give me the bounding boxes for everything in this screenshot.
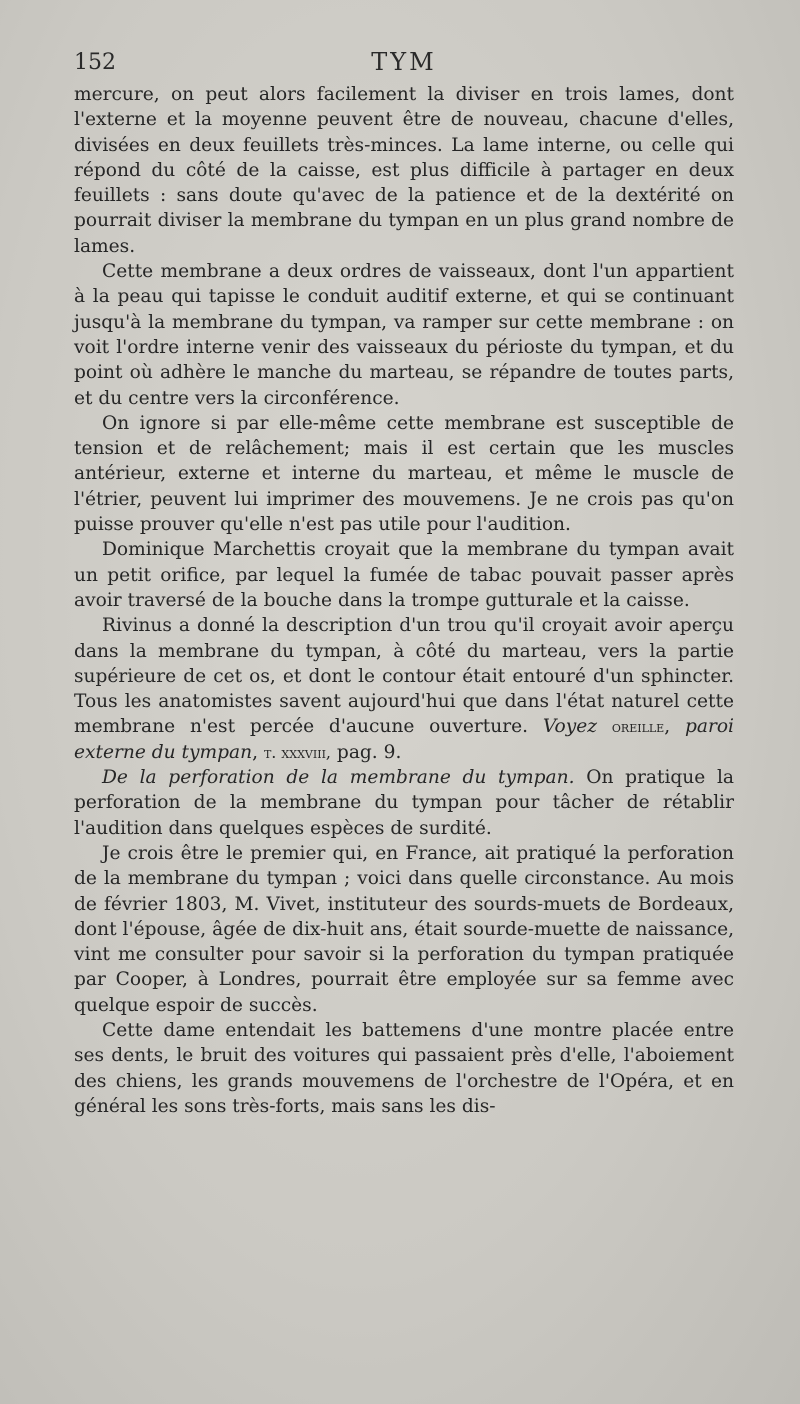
cross-reference-page: pag. 9. [336,741,402,763]
cross-reference-word: oreille [611,717,665,737]
cross-reference-volume: t. xxxviii, [263,742,331,762]
cross-reference-voyez: Voyez [542,716,598,738]
paragraph-5: Rivinus a donné la description d'un trou qu'il croyait avoir aperçu dans la membrane du tympan, à côté du marteau, vers la partie supérieure de cet os, et dont le contour était entouré d'un sphincter. Tous les anatomistes savent aujourd'hui que dans l'état naturel cette membrane n'est percée d'aucune ouverture. Voyez oreille, paroi externe du tympan, t. xxxviii, pag. 9. [74,615,734,763]
running-head: TYM [371,48,437,76]
paragraph-1: mercure, on peut alors facilement la diviser en trois lames, dont l'externe et la moyenne peuvent être de nouveau, chacune d'elles, divisées en deux feuillets très-minces. La lame interne, ou celle qui répond du côté de la caisse, est plus difficile à partager en deux feuillets : sans doute qu'avec de la patience et de la dextérité on pourrait diviser la membrane du tympan en un plus grand nombre de lames. [74,84,734,257]
paragraph-3: On ignore si par elle-même cette membrane est susceptible de tension et de relâchement; mais il est certain que les muscles antérieur, externe et interne du marteau, et même le muscle de l'étrier, peuvent lui imprimer des mouvemens. Je ne crois pas qu'on puisse prouver qu'elle n'est pas utile pour l'audition. [74,412,734,536]
paragraph-7: Je crois être le premier qui, en France, ait pratiqué la perforation de la membrane du tympan ; voici dans quelle circonstance. Au mois de février 1803, M. Vivet, instituteur des sourds-muets de Bordeaux, dont l'épouse, âgée de dix-huit ans, était sourde-muette de naissance, vint me consulter pour savoir si la perforation du tympan pratiquée par Cooper, à Londres, pourrait être employée sur sa femme avec quelque espoir de succès. [74,842,734,1016]
page-number: 152 [74,50,116,75]
paragraph-5-text: Rivinus a donné la description d'un trou qu'il croyait avoir aperçu dans la membrane du tympan, à côté du marteau, vers la partie supérieure de cet os, et dont le contour était entouré d'un sphincter. Tous les anatomistes savent aujourd'hui que dans l'état naturel cette membrane n'est percée d'aucune ouverture. [74,615,734,738]
section-heading: De la perforation de la membrane du tympan. [102,767,575,789]
body-text [74,82,734,1119]
paragraph-8: Cette dame entendait les battemens d'une montre placée entre ses dents, le bruit des voitures qui passaient près d'elle, l'aboiement des chiens, les grands mouvemens de l'orchestre de l'Opéra, et en général les sons très-forts, mais sans les dis- [74,1019,734,1117]
page-header [74,46,734,80]
paragraph-6-text: On pratique la perforation de la membrane du tympan pour tâcher de rétablir l'audition dans quelques espèces de surdité. [74,767,734,839]
paragraph-4: Dominique Marchettis croyait que la membrane du tympan avait un petit orifice, par lequel la fumée de tabac pouvait passer après avoir traversé de la bouche dans la trompe gutturale et la caisse. [74,539,734,611]
paragraph-2: Cette membrane a deux ordres de vaisseaux, dont l'un appartient à la peau qui tapisse le conduit auditif externe, et qui se continuant jusqu'à la membrane du tympan, va ramper sur cette membrane : on voit l'ordre interne venir des vaisseaux du périoste du tympan, et du point où adhère le manche du marteau, se répandre de toutes parts, et du centre vers la circonférence. [74,261,734,409]
cross-reference-title: paroi externe du tympan [74,716,734,763]
paragraph-6 [74,765,734,841]
